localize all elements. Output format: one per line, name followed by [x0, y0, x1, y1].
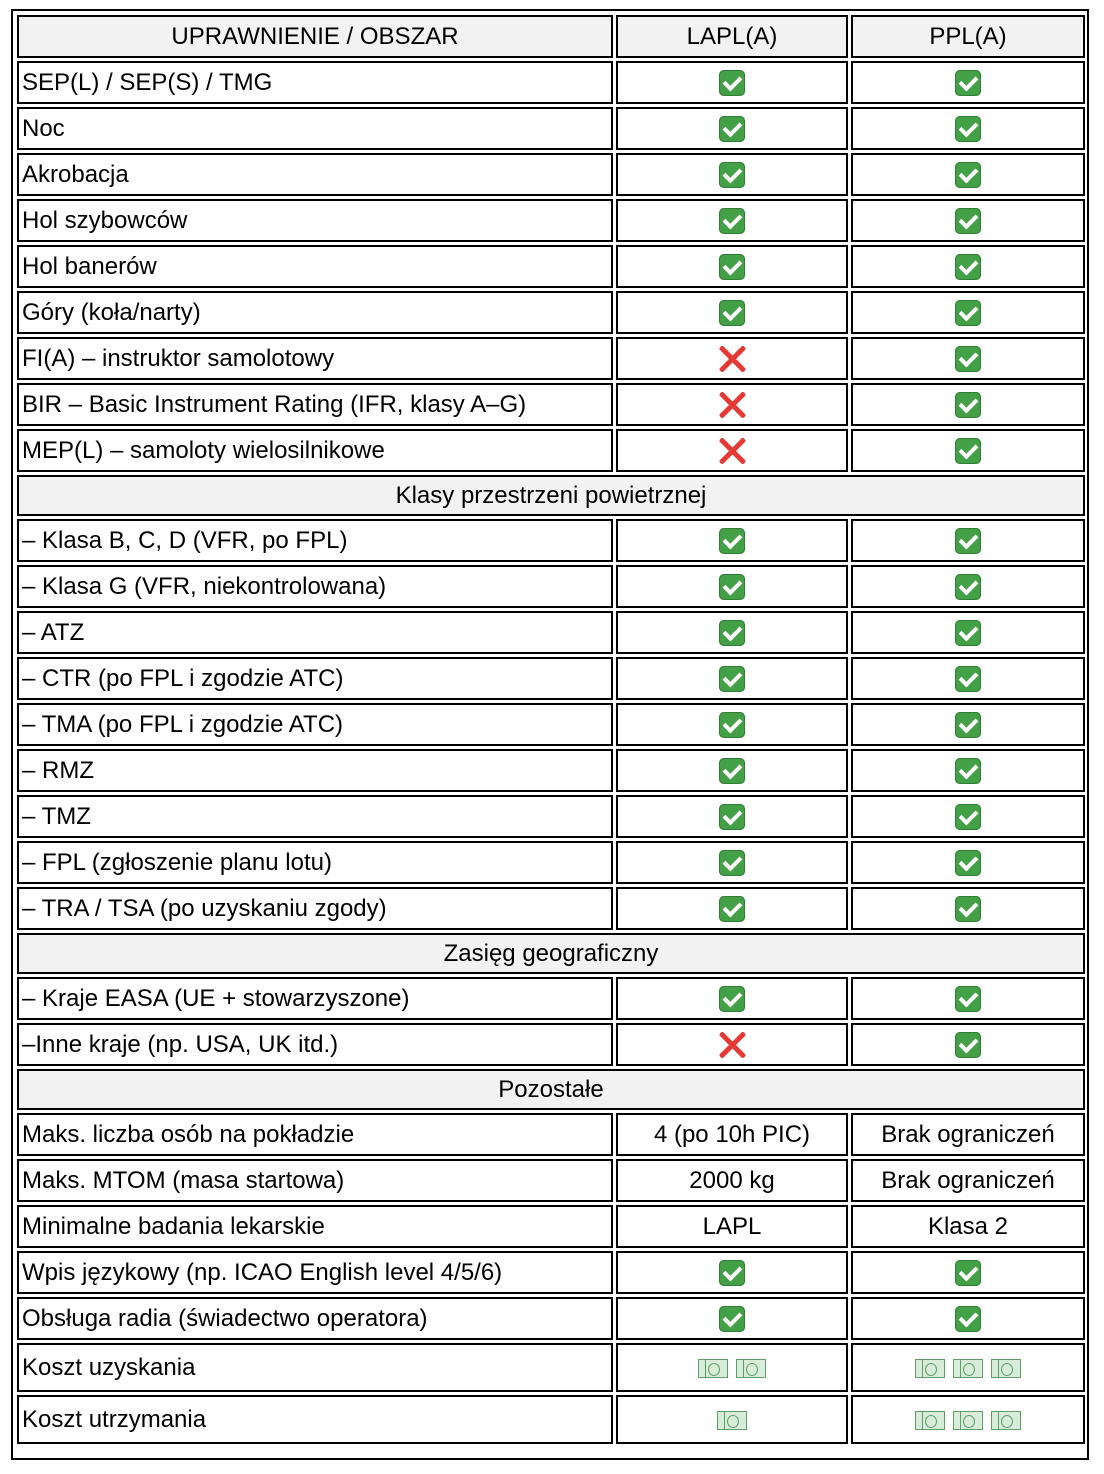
check-icon [955, 1032, 981, 1058]
check-icon [719, 254, 745, 280]
row-label: Hol banerów [17, 245, 613, 288]
license-comparison-table [14, 12, 1088, 1447]
check-icon [719, 620, 745, 646]
table-row [17, 519, 1085, 562]
status-cell [616, 611, 848, 654]
status-cell [851, 977, 1085, 1020]
status-cell [616, 337, 848, 380]
header-row [17, 15, 1085, 58]
check-icon [719, 666, 745, 692]
table-row [17, 841, 1085, 884]
status-cell [851, 1023, 1085, 1066]
status-cell [851, 611, 1085, 654]
section-title: Zasięg geograficzny [17, 933, 1085, 974]
row-label: Maks. liczba osób na pokładzie [17, 1113, 613, 1156]
header-area: UPRAWNIENIE / OBSZAR [17, 15, 613, 58]
status-cell [851, 199, 1085, 242]
check-icon [955, 896, 981, 922]
table-row [17, 795, 1085, 838]
status-cell [851, 841, 1085, 884]
row-label: Góry (koła/narty) [17, 291, 613, 334]
check-icon [955, 804, 981, 830]
value-cell: Klasa 2 [851, 1205, 1085, 1248]
check-icon [955, 712, 981, 738]
status-cell [851, 1297, 1085, 1340]
check-icon [955, 70, 981, 96]
status-cell [851, 245, 1085, 288]
value-cell: Brak ograniczeń [851, 1159, 1085, 1202]
status-cell [616, 383, 848, 426]
row-label: FI(A) – instruktor samolotowy [17, 337, 613, 380]
status-cell [851, 61, 1085, 104]
table-row [17, 291, 1085, 334]
status-cell [616, 795, 848, 838]
table-row [17, 611, 1085, 654]
row-label: Obsługa radia (świadectwo operatora) [17, 1297, 613, 1340]
check-icon [719, 1306, 745, 1332]
status-cell [616, 887, 848, 930]
status-cell [851, 887, 1085, 930]
check-icon [719, 896, 745, 922]
status-cell [851, 429, 1085, 472]
status-cell [616, 657, 848, 700]
banknote-icon [915, 1411, 945, 1430]
table-row [17, 565, 1085, 608]
table-row [17, 1297, 1085, 1340]
check-icon [719, 804, 745, 830]
value-cell: LAPL [616, 1205, 848, 1248]
status-cell [616, 291, 848, 334]
banknote-icon [991, 1359, 1021, 1378]
check-icon [955, 620, 981, 646]
row-label: Wpis językowy (np. ICAO English level 4/5/6) [17, 1251, 613, 1294]
check-icon [955, 392, 981, 418]
banknote-icon [736, 1359, 766, 1378]
table-row [17, 107, 1085, 150]
status-cell [616, 703, 848, 746]
check-icon [955, 254, 981, 280]
row-label: – Klasa G (VFR, niekontrolowana) [17, 565, 613, 608]
row-label: Hol szybowców [17, 199, 613, 242]
row-label: BIR – Basic Instrument Rating (IFR, klasy A–G) [17, 383, 613, 426]
row-label: – TRA / TSA (po uzyskaniu zgody) [17, 887, 613, 930]
table-row [17, 703, 1085, 746]
row-label: Minimalne badania lekarskie [17, 1205, 613, 1248]
row-label: SEP(L) / SEP(S) / TMG [17, 61, 613, 104]
table-row [17, 1023, 1085, 1066]
check-icon [955, 1260, 981, 1286]
value-cell: 4 (po 10h PIC) [616, 1113, 848, 1156]
status-cell [616, 107, 848, 150]
table-row [17, 199, 1085, 242]
row-label: Koszt utrzymania [17, 1395, 613, 1444]
row-label: Koszt uzyskania [17, 1343, 613, 1392]
check-icon [955, 574, 981, 600]
check-icon [955, 300, 981, 326]
banknote-icon [953, 1359, 983, 1378]
row-label: –Inne kraje (np. USA, UK itd.) [17, 1023, 613, 1066]
cost-cell [616, 1343, 848, 1392]
row-label: – FPL (zgłoszenie planu lotu) [17, 841, 613, 884]
table-row [17, 1205, 1085, 1248]
check-icon [955, 850, 981, 876]
status-cell [616, 429, 848, 472]
banknote-icon [953, 1411, 983, 1430]
cross-icon [717, 390, 747, 420]
cross-icon [717, 1030, 747, 1060]
header-lapl: LAPL(A) [616, 15, 848, 58]
table-row [17, 749, 1085, 792]
status-cell [616, 199, 848, 242]
table-row [17, 887, 1085, 930]
check-icon [955, 528, 981, 554]
section-title: Klasy przestrzeni powietrznej [17, 475, 1085, 516]
value-cell: 2000 kg [616, 1159, 848, 1202]
status-cell [851, 519, 1085, 562]
table-body [17, 61, 1085, 1444]
status-cell [616, 1023, 848, 1066]
check-icon [955, 666, 981, 692]
check-icon [955, 1306, 981, 1332]
check-icon [955, 438, 981, 464]
check-icon [955, 116, 981, 142]
cost-cell [616, 1395, 848, 1444]
cross-icon [717, 344, 747, 374]
section-row [17, 933, 1085, 974]
check-icon [719, 986, 745, 1012]
status-cell [616, 565, 848, 608]
row-label: Noc [17, 107, 613, 150]
row-label: Akrobacja [17, 153, 613, 196]
status-cell [851, 1251, 1085, 1294]
banknote-icon [698, 1359, 728, 1378]
status-cell [616, 749, 848, 792]
row-label: – ATZ [17, 611, 613, 654]
banknote-icon [991, 1411, 1021, 1430]
table-row [17, 1395, 1085, 1444]
section-title: Pozostałe [17, 1069, 1085, 1110]
table-row [17, 977, 1085, 1020]
table-row [17, 245, 1085, 288]
check-icon [719, 850, 745, 876]
status-cell [616, 153, 848, 196]
row-label: – TMZ [17, 795, 613, 838]
check-icon [719, 574, 745, 600]
row-label: – TMA (po FPL i zgodzie ATC) [17, 703, 613, 746]
value-cell: Brak ograniczeń [851, 1113, 1085, 1156]
check-icon [719, 162, 745, 188]
check-icon [955, 758, 981, 784]
check-icon [719, 70, 745, 96]
banknote-icon [915, 1359, 945, 1378]
table-row [17, 429, 1085, 472]
table-row [17, 61, 1085, 104]
table-row [17, 153, 1085, 196]
table-row [17, 337, 1085, 380]
row-label: – Kraje EASA (UE + stowarzyszone) [17, 977, 613, 1020]
status-cell [616, 977, 848, 1020]
row-label: – RMZ [17, 749, 613, 792]
status-cell [616, 1251, 848, 1294]
table-row [17, 383, 1085, 426]
check-icon [719, 528, 745, 554]
status-cell [616, 841, 848, 884]
status-cell [851, 107, 1085, 150]
check-icon [955, 346, 981, 372]
status-cell [616, 61, 848, 104]
cost-cell [851, 1343, 1085, 1392]
row-label: – CTR (po FPL i zgodzie ATC) [17, 657, 613, 700]
status-cell [616, 245, 848, 288]
row-label: MEP(L) – samoloty wielosilnikowe [17, 429, 613, 472]
section-row [17, 1069, 1085, 1110]
status-cell [851, 565, 1085, 608]
row-label: – Klasa B, C, D (VFR, po FPL) [17, 519, 613, 562]
check-icon [719, 208, 745, 234]
check-icon [719, 1260, 745, 1286]
header-ppl: PPL(A) [851, 15, 1085, 58]
row-label: Maks. MTOM (masa startowa) [17, 1159, 613, 1202]
check-icon [719, 758, 745, 784]
section-row [17, 475, 1085, 516]
status-cell [616, 1297, 848, 1340]
check-icon [719, 300, 745, 326]
table-row [17, 1343, 1085, 1392]
table-row [17, 1251, 1085, 1294]
status-cell [851, 291, 1085, 334]
status-cell [851, 749, 1085, 792]
banknote-icon [717, 1411, 747, 1430]
table-row [17, 657, 1085, 700]
check-icon [719, 116, 745, 142]
status-cell [851, 657, 1085, 700]
table-row [17, 1159, 1085, 1202]
check-icon [955, 986, 981, 1012]
check-icon [955, 208, 981, 234]
table-row [17, 1113, 1085, 1156]
check-icon [955, 162, 981, 188]
status-cell [851, 337, 1085, 380]
status-cell [616, 519, 848, 562]
status-cell [851, 795, 1085, 838]
status-cell [851, 703, 1085, 746]
status-cell [851, 383, 1085, 426]
status-cell [851, 153, 1085, 196]
cost-cell [851, 1395, 1085, 1444]
check-icon [719, 712, 745, 738]
cross-icon [717, 436, 747, 466]
